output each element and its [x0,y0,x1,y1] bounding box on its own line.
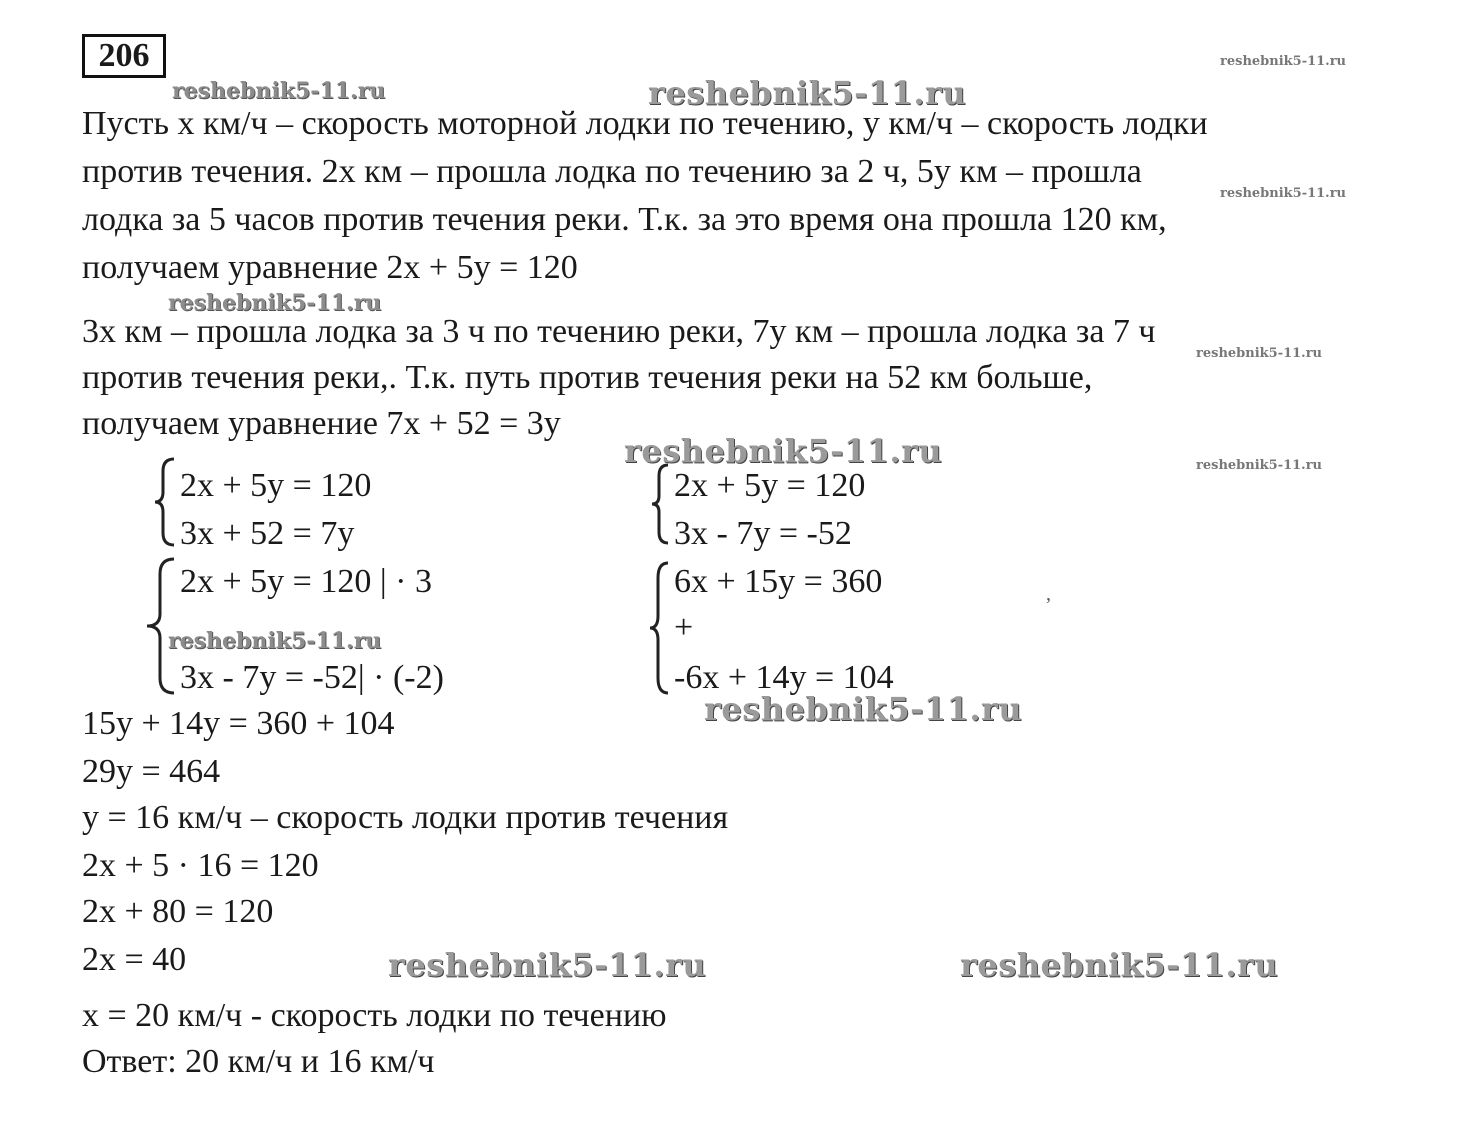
solution-line: х = 20 км/ч - скорость лодки по течению [82,997,667,1034]
equation: 2х + 5у = 120 [180,467,372,504]
watermark: reshebnik5-11.ru [648,74,967,112]
watermark: reshebnik5-11.ru [1220,186,1347,201]
solution-line: 2х + 80 = 120 [82,893,274,930]
equation: 3х + 52 = 7у [180,515,355,552]
watermark: reshebnik5-11.ru [704,690,1023,728]
equation: 3х - 7у = -52 [674,515,852,552]
watermark: reshebnik5-11.ru [388,946,707,984]
watermark: reshebnik5-11.ru [1196,346,1323,361]
equation: -6х + 14у = 104 [674,659,894,696]
system-brace [142,556,178,696]
equation: 2х + 5у = 120 [674,467,866,504]
solution-line: у = 16 км/ч – скорость лодки против течения [82,799,729,836]
system-brace [648,462,672,546]
text-line: лодка за 5 часов против течения реки. Т.к. за это время она прошла 120 км, [82,201,1167,238]
watermark: reshebnik5-11.ru [1196,458,1323,473]
watermark: reshebnik5-11.ru [172,78,386,104]
stray-mark: , [1046,583,1051,605]
solution-line: 29у = 464 [82,753,221,790]
text-line: получаем уравнение 7х + 52 = 3у [82,405,561,442]
equation: 3х - 7у = -52| · (-2) [180,659,444,696]
text-line: 3х км – прошла лодка за 3 ч по течению реки, 7у км – прошла лодка за 7 ч [82,313,1156,350]
text-line: против течения реки,. Т.к. путь против течения реки на 52 км больше, [82,359,1093,396]
solution-line: 15у + 14у = 360 + 104 [82,705,395,742]
system-brace [646,560,672,696]
watermark: reshebnik5-11.ru [960,946,1279,984]
watermark: reshebnik5-11.ru [624,432,943,470]
answer-line: Ответ: 20 км/ч и 16 км/ч [82,1043,435,1080]
system-brace [150,456,178,548]
watermark: reshebnik5-11.ru [1220,54,1347,69]
plus-sign: + [674,609,694,646]
watermark: reshebnik5-11.ru [168,628,382,654]
text-line: получаем уравнение 2х + 5у = 120 [82,249,578,286]
problem-number: 206 [82,34,166,78]
solution-line: 2х = 40 [82,941,187,978]
watermark: reshebnik5-11.ru [168,290,382,316]
text-line: против течения. 2х км – прошла лодка по течению за 2 ч, 5у км – прошла [82,153,1142,190]
equation: 6х + 15у = 360 [674,563,883,600]
equation: 2х + 5у = 120 | · 3 [180,563,432,600]
solution-line: 2х + 5 · 16 = 120 [82,847,319,884]
text-line: Пусть х км/ч – скорость моторной лодки по течению, у км/ч – скорость лодки [82,105,1208,142]
